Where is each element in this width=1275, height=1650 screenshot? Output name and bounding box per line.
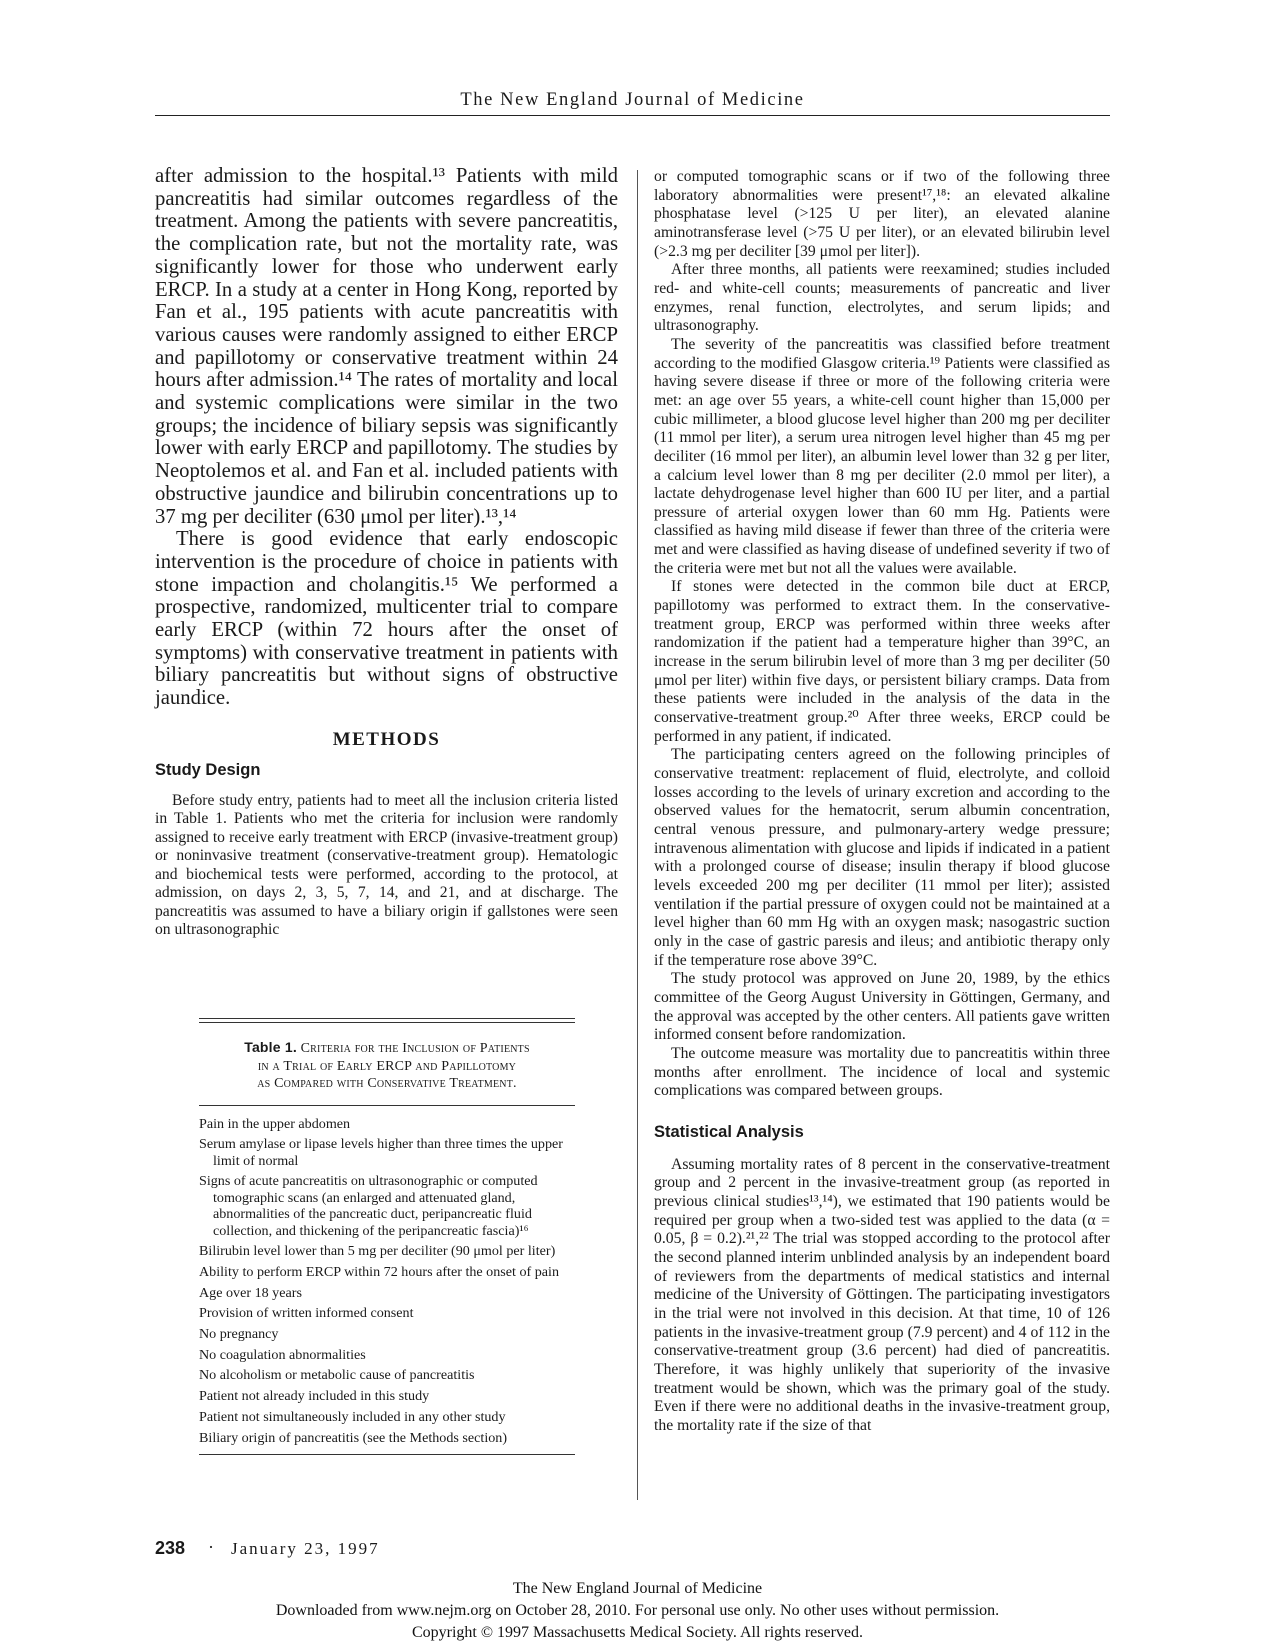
intro-paragraph-2: There is good evidence that early endoscopic intervention is the procedure of choice in patients with stone impaction and cholangitis.¹⁵ We performed a prospective, randomized, multicenter trial to compare early ERCP (within 72 hours after the onset of symptoms) with conservative treatment in patients with biliary pancreatitis but without signs of obstructive jaundice. (155, 528, 618, 710)
intro-paragraph-1: after admission to the hospital.¹³ Patients with mild pancreatitis had similar outcomes regardless of the treatment. Among the patients with severe pancreatitis, the complication rate, but not the mortality rate, was significantly lower for those who underwent early ERCP. In a study at a center in Hong Kong, reported by Fan et al., 195 patients with acute pancreatitis with various causes were randomly assigned to either ERCP and papillotomy or conservative treatment within 24 hours after admission.¹⁴ The rates of mortality and local and systemic complications were similar in the two groups; the incidence of biliary sepsis was significantly lower with early ERCP and papillotomy. The studies by Neoptolemos et al. and Fan et al. included patients with obstructive jaundice and bilirubin concentrations up to 37 mg per deciliter (630 μmol per liter).¹³,¹⁴ (155, 165, 618, 528)
methods-paragraph-4: If stones were detected in the common bile duct at ERCP, papillotomy was performed to extract them. In the conservative-treatment group, ERCP was performed within three weeks after randomization if the patient had a temperature higher than 39°C, an increase in the serum bilirubin level of more than 3 mg per deciliter (50 μmol per liter) within five days, or persistent biliary cramps. Data from these patients were included in the analysis of the data in the conservative-treatment group.²⁰ After three weeks, ERCP could be performed in any patient, if indicated. (654, 578, 1110, 745)
statistical-analysis-heading: Statistical Analysis (654, 1122, 804, 1141)
criteria-item: Age over 18 years (199, 1284, 302, 1301)
table-label: Table 1. (244, 1039, 297, 1055)
table-title-line-2: in a Trial of Early ERCP and Papillotomy (257, 1058, 517, 1074)
criteria-item: No alcoholism or metabolic cause of pancreatitis (199, 1367, 475, 1384)
methods-paragraph-6: The study protocol was approved on June 20, 1989, by the ethics committee of the Georg August University in Göttingen, Germany, and the approval was accepted by the other centers. All patients gave written informed consent before randomization. (654, 970, 1110, 1044)
methods-paragraph-2: After three months, all patients were reexamined; studies included red- and white-cell counts; measurements of pancreatic and liver enzymes, renal function, electrolytes, and serum lipids; and ultrasonography. (654, 261, 1110, 335)
study-design-heading: Study Design (155, 760, 261, 779)
issue-date: January 23, 1997 (231, 1539, 380, 1558)
table-caption (199, 1039, 575, 1093)
methods-paragraph-7: The outcome measure was mortality due to pancreatitis within three months after enrollment. The incidence of local and systemic complications was compared between groups. (654, 1044, 1110, 1100)
table-title-line-1: Criteria for the Inclusion of Patients (300, 1041, 530, 1056)
running-header: The New England Journal of Medicine (460, 90, 805, 110)
download-notice-usage: Downloaded from www.nejm.org on October 28, 2010. For personal use only. No other uses without permission. (275, 1602, 1000, 1619)
footer-separator: · (208, 1537, 214, 1557)
criteria-list (199, 1116, 575, 1446)
criteria-item: Bilirubin level lower than 5 mg per deciliter (90 μmol per liter) (199, 1243, 556, 1260)
criteria-item: Ability to perform ERCP within 72 hours after the onset of pain (199, 1263, 559, 1280)
table-1 (199, 1018, 575, 1455)
methods-heading: METHODS (332, 728, 441, 750)
download-notice-copyright: Copyright © 1997 Massachusetts Medical Society. All rights reserved. (411, 1624, 864, 1641)
statistics-paragraph: Assuming mortality rates of 8 percent in the conservative-treatment group and 2 percent in the invasive-treatment group (as reported in previous clinical studies¹³,¹⁴), we estimated that 190 patients would be required per group when a two-sided test was applied to the data (α = 0.05, β = 0.2).²¹,²² The trial was stopped according to the protocol after the second planned interim unblinded analysis by an independent board of reviewers from the departments of medical statistics and internal medicine of the University of Göttingen. The participating investigators in the trial were not involved in this decision. At that time, 10 of 126 patients in the invasive-treatment group (7.9 percent) and 4 of 112 in the conservative-treatment group (3.6 percent) had died of pancreatitis. Therefore, it was highly unlikely that superiority of the invasive treatment would be shown, which was the primary goal of the study. Even if there were no additional deaths in the invasive-treatment group, the mortality rate if the size of that (654, 1155, 1110, 1434)
table-bottom-rule (199, 1454, 575, 1455)
column-divider (637, 170, 638, 1500)
criteria-item: Provision of written informed consent (199, 1305, 414, 1322)
criteria-item: Biliary origin of pancreatitis (see the Methods section) (199, 1429, 508, 1446)
methods-paragraph-5: The participating centers agreed on the following principles of conservative treatment: replacement of fluid, electrolyte, and colloid losses according to the levels of urinary excretion and according to the observed values for the hematocrit, serum albumin concentration, central venous pressure, and pulmonary-artery wedge pressure; intravenous alimentation with glucose and lipids if indicated in a patient with a prolonged course of disease; insulin therapy if blood glucose levels exceeded 200 mg per deciliter (11 mmol per liter); assisted ventilation if the partial pressure of oxygen could not be maintained at a level higher than 60 mm Hg with an oxygen mask; nasogastric suction only in the case of gastric paresis and ileus; and antibiotic therapy only if the temperature rose above 39°C. (654, 746, 1110, 969)
methods-paragraph-1: or computed tomographic scans or if two of the following three laboratory abnormalities were present¹⁷,¹⁸: an elevated alkaline phosphatase level (>125 U per liter), an elevated alanine aminotransferase level (>75 U per liter), or an elevated bilirubin level (>2.3 mg per deciliter [39 μmol per liter]). (654, 168, 1110, 260)
study-design-paragraph: Before study entry, patients had to meet all the inclusion criteria listed in Table 1. Patients who met the criteria for inclusion were randomly assigned to receive early treatment with ERCP (invasive-treatment group) or noninvasive treatment (conservative-treatment group). Hematologic and biochemical tests were performed, according to the protocol, at admission, on days 2, 3, 5, 7, 14, and 21, and at discharge. The pancreatitis was assumed to have a biliary origin if gallstones were seen on ultrasonographic (155, 791, 618, 939)
left-column (155, 165, 618, 940)
criteria-item: Patient not simultaneously included in any other study (199, 1408, 506, 1425)
criteria-item: Pain in the upper abdomen (199, 1115, 351, 1132)
header-rule (155, 115, 1110, 116)
criteria-item: No pregnancy (199, 1326, 279, 1343)
methods-paragraph-3: The severity of the pancreatitis was classified before treatment according to the modified Glasgow criteria.¹⁹ Patients were classified as having severe disease if three or more of the following criteria were met: an age over 55 years, a white-cell count higher than 15,000 per cubic millimeter, a blood glucose level higher than 200 mg per deciliter (11 mmol per liter), a serum urea nitrogen level higher than 45 mg per deciliter (16 mmol per liter), an albumin level lower than 32 g per liter, a calcium level lower than 8 mg per deciliter (2.0 mmol per liter), a lactate dehydrogenase level higher than 600 IU per liter, and a partial pressure of arterial oxygen lower than 60 mm Hg. Patients were classified as having mild disease if fewer than three of the criteria were met and were classified as having disease of undefined severity if two of the criteria were met but not all the values were available. (654, 335, 1110, 577)
criteria-item: No coagulation abnormalities (199, 1346, 366, 1363)
criteria-item: Signs of acute pancreatitis on ultrasonographic or computed tomographic scans (an enlarged and attenuated gland, abnormalities of the pancreatic duct, peripancreatic fluid collection, and thickening of the peripancreatic fascia)¹⁶ (199, 1173, 538, 1239)
criteria-item: Patient not already included in this study (199, 1388, 430, 1405)
download-notice-journal: The New England Journal of Medicine (512, 1580, 763, 1597)
page-number: 238 (155, 1538, 186, 1558)
criteria-item: Serum amylase or lipase levels higher than three times the upper limit of normal (199, 1136, 563, 1169)
table-caption-rule (199, 1105, 575, 1106)
right-column (654, 168, 1110, 1436)
table-top-rule (199, 1018, 575, 1023)
table-title-line-3: as Compared with Conservative Treatment. (257, 1076, 517, 1091)
